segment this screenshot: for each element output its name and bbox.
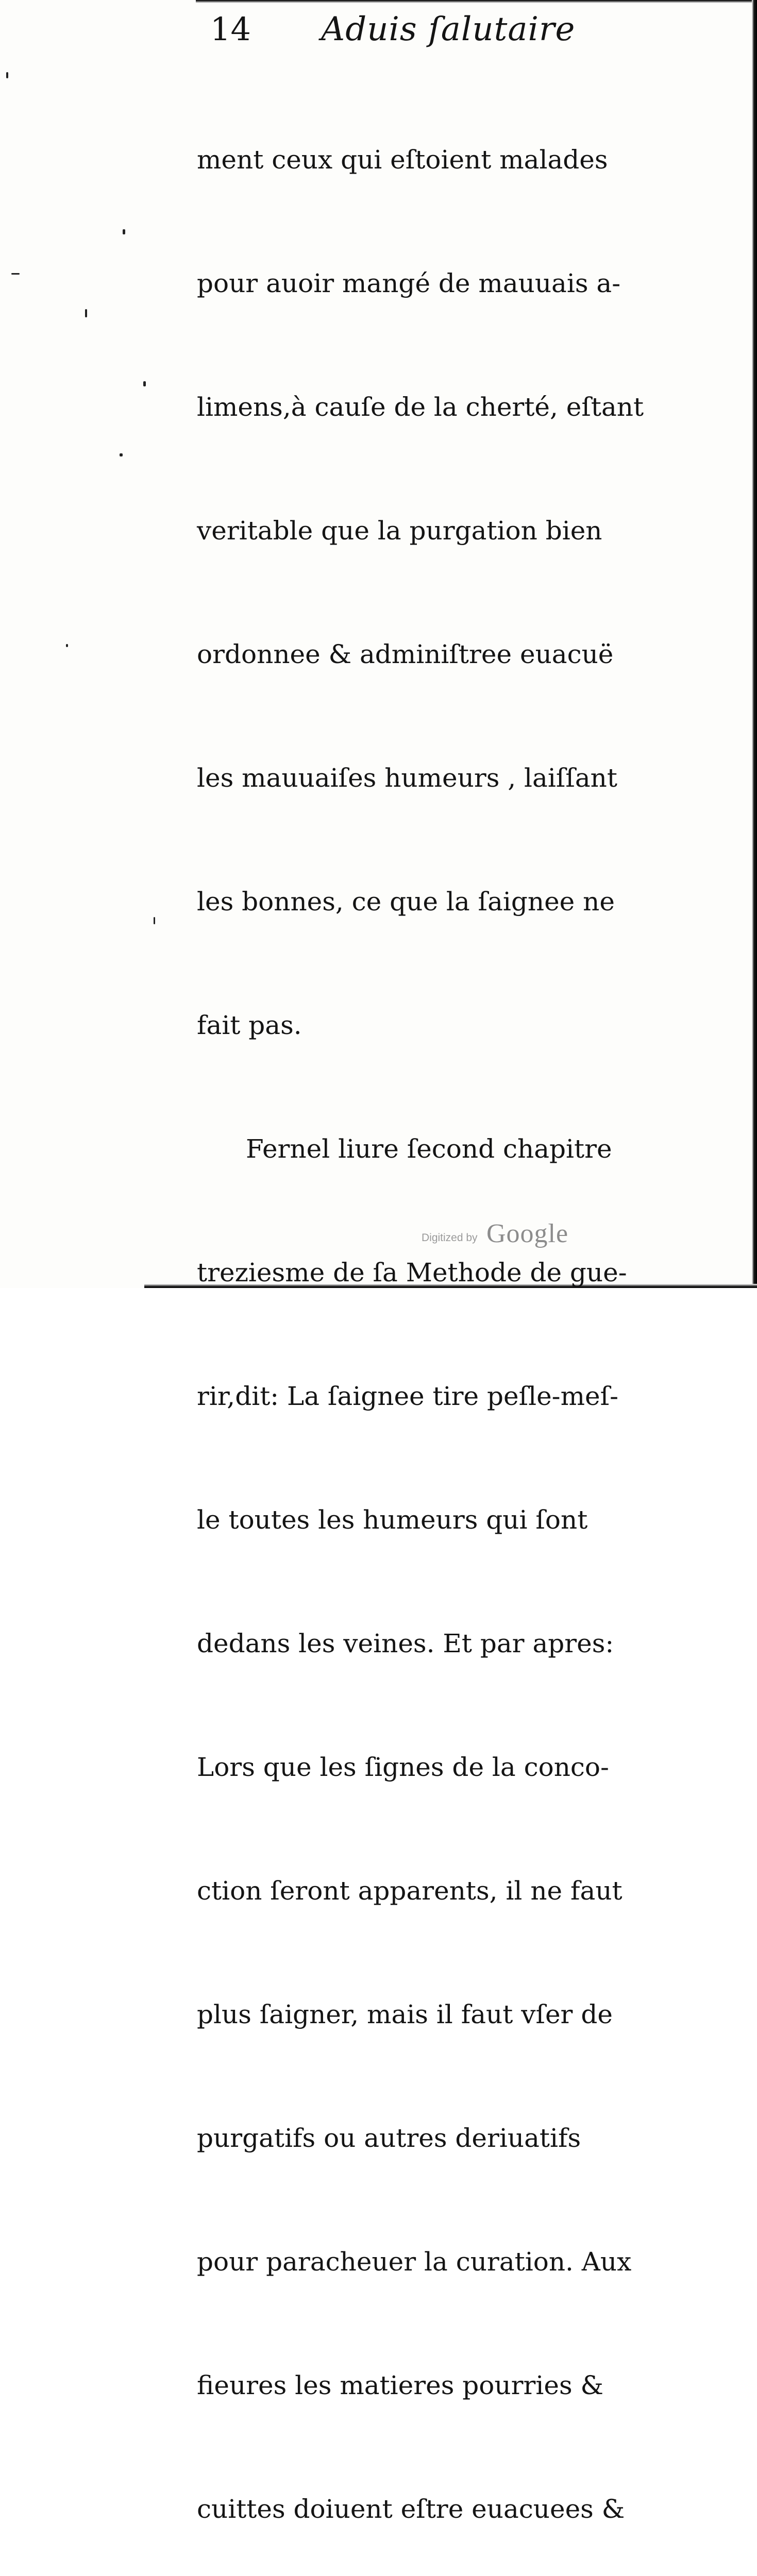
google-logo: Google	[486, 1219, 569, 1248]
digitized-by-label: Digitized by	[422, 1232, 478, 1244]
text-line: treziesme de ſa Methode de gue-	[197, 1258, 627, 1287]
page-header	[210, 6, 623, 53]
text-line: Lors que les ſignes de la conco-	[197, 1752, 609, 1782]
text-line: pour paracheuer la curation. Aux	[197, 2247, 632, 2277]
text-line: ordonnee & adminiſtree euacuë	[197, 639, 614, 669]
text-line: veritable que la purgation bien	[197, 516, 602, 546]
text-line: rir,dit: La ſaignee tire peſle-meſ-	[197, 1381, 618, 1411]
ink-speck	[6, 72, 8, 78]
digitization-watermark	[422, 1218, 638, 1255]
text-line: fait pas.	[197, 1010, 302, 1040]
ink-speck	[123, 229, 125, 234]
text-line: pour auoir mangé de mauuais a-	[197, 268, 621, 298]
ink-speck	[120, 453, 123, 456]
ink-speck	[85, 309, 87, 317]
text-line: dedans les veines. Et par apres:	[197, 1629, 614, 1658]
text-line: cuittes doiuent eſtre euacuees &	[197, 2494, 625, 2524]
text-line: les mauuaiſes humeurs , laiſſant	[197, 763, 617, 793]
ink-speck	[143, 381, 146, 386]
scan-edge-top	[196, 0, 757, 3]
ink-speck	[66, 644, 68, 647]
text-line: ment ceux qui eſtoient malades	[197, 145, 608, 175]
text-line: purgatifs ou autres deriuatifs	[197, 2123, 581, 2153]
text-line: limens,à cauſe de la cherté, eſtant	[197, 392, 644, 422]
text-line: plus ſaigner, mais il faut vſer de	[197, 1999, 613, 2029]
text-line: fieures les matieres pourries &	[197, 2370, 604, 2400]
running-head: Aduis ſalutaire	[321, 10, 576, 48]
scan-edge-right	[752, 0, 757, 1288]
text-line: le toutes les humeurs qui ſont	[197, 1505, 588, 1535]
ink-speck	[154, 917, 155, 924]
page-number: 14	[210, 10, 251, 48]
text-line: les bonnes, ce que la ſaignee ne	[197, 887, 615, 917]
text-line: ction ſeront apparents, il ne faut	[197, 1876, 623, 1906]
paragraph-start-line: Fernel liure ſecond chapitre	[246, 1134, 612, 1164]
ink-speck	[11, 273, 20, 275]
body-text	[197, 57, 704, 2576]
